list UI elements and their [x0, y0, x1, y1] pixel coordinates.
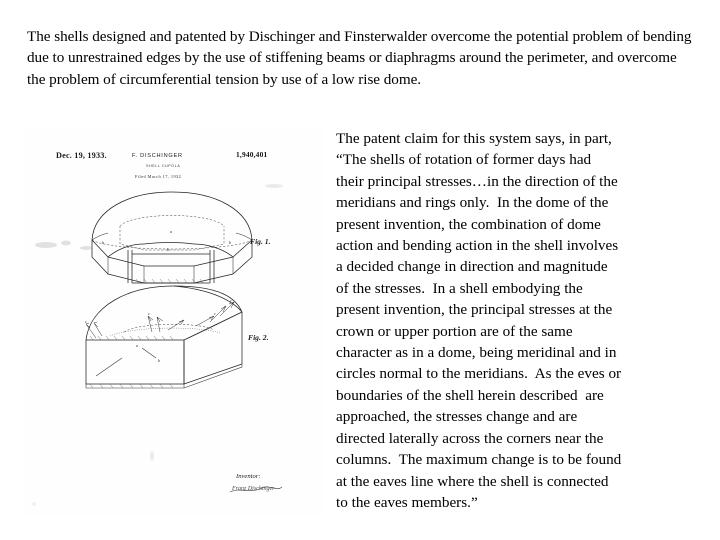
patent-number-label: 1,940,401 [236, 150, 268, 159]
fig1-ref-b1: b [167, 247, 170, 252]
patent-filed-label: Filed March 17, 1932 [135, 174, 182, 179]
inventor-label: Inventor: [236, 473, 261, 480]
claim-line: boundaries of the shell herein described are [336, 386, 604, 404]
claim-line: crown or upper portion are of the same [336, 322, 573, 340]
inventor-signature: Franz Dischinger [232, 486, 275, 492]
claim-line: a decided change in direction and magnitude [336, 258, 608, 276]
claim-line: action and bending action in the shell involves [336, 237, 619, 255]
fig2-ref-c4: c [230, 298, 232, 303]
figure-1-drawing [92, 192, 271, 283]
fig2-ref-c1: c [148, 311, 150, 316]
claim-line: their principal stresses…in the direction of the [336, 172, 618, 190]
claim-line: present invention, the principal stresses at the [336, 301, 613, 319]
figure-2-drawing [85, 286, 269, 388]
patent-drawing-svg [24, 126, 324, 516]
claim-line: of the stresses. In a shell embodying the [336, 279, 583, 297]
patent-inventor-name: F. DISCHINGER [132, 153, 183, 159]
fig2-ref-b: b [158, 358, 161, 363]
claim-line: The patent claim for this system says, in part, [336, 130, 612, 147]
claim-line: present invention, the combination of dome [336, 215, 601, 233]
scan-artifacts [32, 184, 283, 506]
figure-2-label: Fig. 2. [248, 333, 269, 342]
claim-line: character as in a dome, being meridinal and in [336, 344, 617, 362]
fig1-ref-b2: b [102, 240, 105, 245]
claim-line: columns. The maximum change is to be found [336, 451, 622, 469]
patent-drawing-image [24, 126, 324, 516]
claim-line: “The shells of rotation of former days had [336, 151, 592, 169]
patent-title-label: SHELL CUPOLA [146, 164, 181, 168]
fig1-ref-b3: b [229, 240, 232, 245]
patent-date-label: Dec. 19, 1933. [56, 151, 107, 160]
claim-line: meridians and rings only. In the dome of the [336, 194, 609, 212]
claim-line: approached, the stresses change and are [336, 408, 578, 426]
claim-line: circles normal to the meridians. As the eves or [336, 365, 622, 383]
fig2-ref-a: a [136, 343, 139, 348]
inventor-signature-block [230, 473, 282, 492]
fig1-ref-a: a [170, 229, 173, 234]
figure-1-label: Fig. 1. [250, 237, 271, 246]
fig2-ref-c3: c [214, 311, 216, 316]
fig2-stress-arrows [86, 302, 234, 338]
intro-paragraph: The shells designed and patented by Dischinger and Finsterwalder overcome the potential problem of bending due to unrestrained edges by the use of stiffening beams or diaphragms around the perimeter, and overcome the problem of circumferential tension by use of a low rise dome. [27, 28, 692, 88]
claim-line: at the eaves line where the shell is connected [336, 472, 609, 490]
fig2-ref-c2: c [85, 319, 87, 324]
claim-paragraph [336, 128, 696, 513]
claim-line: directed laterally across the corners near the [336, 429, 604, 447]
claim-line: to the eaves members.” [336, 493, 478, 511]
